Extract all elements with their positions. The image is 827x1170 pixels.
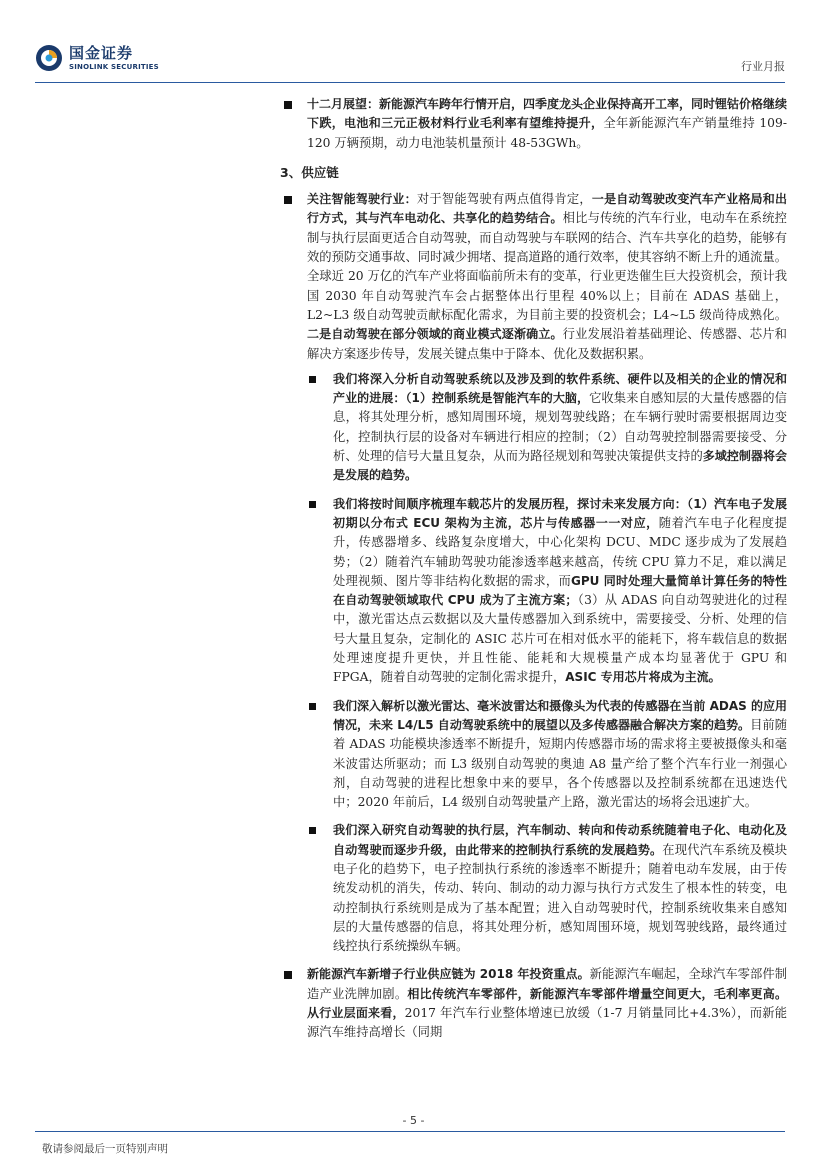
logo-emblem-icon <box>35 44 63 72</box>
body-text: 目前随着 ADAS 功能模块渗透率不断提升，短期内传感器市场的需求将主要被摄像头和毫米波雷达所驱动；而 L3 级别自动驾驶的奥迪 A8 量产给了整个汽车行业一剂强心剂，自动驾驶的进程比想象中来的要早，各个传感器以及控制系统都在迅速迭代中；2020 年前后，L4 级别自动驾驶量产上路，激光雷达的场将会迅速扩大。 <box>333 717 787 810</box>
bold-text: 一是自动驾驶改变汽车产业格局和出行方式，其与汽车电动化、共享化的趋势结合。 <box>307 192 787 226</box>
bold-text: 我们将深入分析自动驾驶系统以及涉及到的软件系统、硬件以及相关的企业的情况和产业的进展：（1）控制系统是智能汽车的大脑， <box>333 371 787 406</box>
square-bullet-icon <box>284 971 292 979</box>
square-bullet-icon <box>309 376 316 383</box>
footer-divider <box>35 1131 785 1132</box>
body-text: 在现代汽车系统及模块电子化的趋势下，电子控制执行系统的渗透率不断提升；随着电动车发展，由于传统发动机的消失，传动、转向、制动的动力源与执行方式发生了根本性的转变，电动控制执行系统则是成为了基本配置；进入自动驾驶时代，控制系统收集来自感知层的大量传感器的信息，将其处理分析，感知周围环境，规划驾驶线路，最终通过线控执行系统操纵车辆。 <box>333 842 787 954</box>
sub-bullet-sensors <box>307 697 787 813</box>
page-header <box>0 0 827 90</box>
square-bullet-icon <box>309 827 316 834</box>
footer-disclaimer: 敬请参阅最后一页特别声明 <box>42 1143 168 1155</box>
sub-bullet-chips <box>307 495 787 688</box>
bold-text: ASIC 专用芯片将成为主流。 <box>565 670 721 685</box>
body-text: （3）从 ADAS 向自动驾驶进化的过程中，激光雷达点云数据以及大量传感器加入到系统中，需要接受、分析、处理的信号大量且复杂，定制化的 ASIC 芯片可在相对低水平的能耗下，将车载信息的数据处理速度提升更快，并且性能、能耗和大规模量产成本均显著优于 GPU 和 FPGA，随着自动驾驶的定制化需求提升， <box>333 593 788 685</box>
bold-text: 多域控制器将会是发展的趋势。 <box>333 449 787 483</box>
report-type-label: 行业月报 <box>741 60 785 73</box>
body-text: 对于智能驾驶有两点值得肯定， <box>416 192 592 207</box>
bold-text: 我们将按时间顺序梳理车载芯片的发展历程，探讨未来发展方向：（1）汽车电子发展初期以分布式 ECU 架构为主流，芯片与传感器一一对应， <box>333 496 787 530</box>
bold-text: 关注智能驾驶行业： <box>307 192 417 207</box>
square-bullet-icon <box>284 196 292 204</box>
bold-text: 新能源汽车新增子行业供应链为 2018 年投资重点。 <box>307 967 590 982</box>
main-content <box>280 95 787 1049</box>
bold-text: 相比传统汽车零部件，新能源汽车零部件增量空间更大，毛利率更高。从行业层面来看， <box>307 986 787 1021</box>
header-divider <box>35 82 785 83</box>
bold-text: 我们深入解析以激光雷达、毫米波雷达和摄像头为代表的传感器在当前 ADAS 的应用情况，未来 L4/L5 自动驾驶系统中的展望以及多传感器融合解决方案的趋势。 <box>333 698 787 732</box>
body-text: 它收集来自感知层的大量传感器的信息，将其处理分析，感知周围环境，规划驾驶线路；在车辆行驶时需要根据周边变化，控制执行层的设备对车辆进行相应的控制；（2）自动驾驶控制器需要接受、分析、处理的信号大量且复杂，从而为路径规划和驾驶决策提供支持的 <box>333 391 787 464</box>
sub-bullet-control-system <box>307 370 787 486</box>
bold-text: 我们深入研究自动驾驶的执行层，汽车制动、转向和传动系统随着电子化、电动化及自动驾驶而逐步升级，由此带来的控制执行系统的发展趋势。 <box>333 823 787 857</box>
bullet-december-outlook <box>280 95 787 153</box>
bold-text: 二是自动驾驶在部分领域的商业模式逐渐确立。 <box>307 327 563 342</box>
body-text: 全年新能源汽车产销量维持 109-120 万辆预期，动力电池装机量预计 48-53GWh。 <box>307 116 787 150</box>
bold-text: 十二月展望：新能源汽车跨年行情开启，四季度龙头企业保持高开工率，同时锂钴价格继续下跌，电池和三元正极材料行业毛利率有望维持提升， <box>307 97 788 131</box>
body-text: 随着汽车电子化程度提升，传感器增多、线路复杂度增大，中心化架构 DCU、MDC 逐步成为了发展趋势；（2）随着汽车辅助驾驶功能渗透率越来越高，传统 CPU 算力不足，难以满足处理视频、图片等非结构化数据的需求，而 <box>333 515 787 588</box>
section-heading-supply-chain: 3、供应链 <box>280 164 339 180</box>
company-logo <box>35 44 159 72</box>
square-bullet-icon <box>309 703 316 710</box>
logo-english-name: SINOLINK SECURITIES <box>69 62 159 71</box>
page-number: - 5 - <box>402 1114 425 1127</box>
body-text: 相比与传统的汽车行业，电动车在系统控制与执行层面更适合自动驾驶，而自动驾驶与车联网的结合、汽车共享化的趋势，能够有效的预防交通事故、同时减少拥堵、提高道路的通行效率，使其容纳不断上升的通流量。全球近 20 万亿的汽车产业将面临前所未有的变革，行业更迭催生巨大投资机会，预计我国 2030 年自动驾驶汽车会占据整体出行里程 40%以上；目前在 ADAS 基础上，L2~L3 级自动驾驶贡献标配化需求，为目前主要的投资机会；L4~L5 级尚待成熟化。 <box>307 211 787 322</box>
square-bullet-icon <box>284 101 292 109</box>
body-text: 行业发展沿着基础理论、传感器、芯片和解决方案逐步传导，发展关键点集中于降本、优化及数据积累。 <box>307 327 787 361</box>
bold-text: GPU 同时处理大量简单计算任务的特性在自动驾驶领域取代 CPU 成为了主流方案； <box>333 573 787 608</box>
bullet-autonomous-driving <box>280 190 787 364</box>
body-text: 新能源汽车崛起，全球汽车零部件制造产业洗牌加剧。 <box>307 967 787 1001</box>
sub-bullet-actuators <box>307 821 787 956</box>
logo-chinese-name: 国金证券 <box>69 43 134 62</box>
body-text: 2017 年汽车行业整体增速已放缓（1-7 月销量同比+4.3%），而新能源汽车维持高增长（同期 <box>307 1006 787 1040</box>
square-bullet-icon <box>309 501 316 508</box>
bullet-nev-supply-chain <box>280 965 787 1042</box>
